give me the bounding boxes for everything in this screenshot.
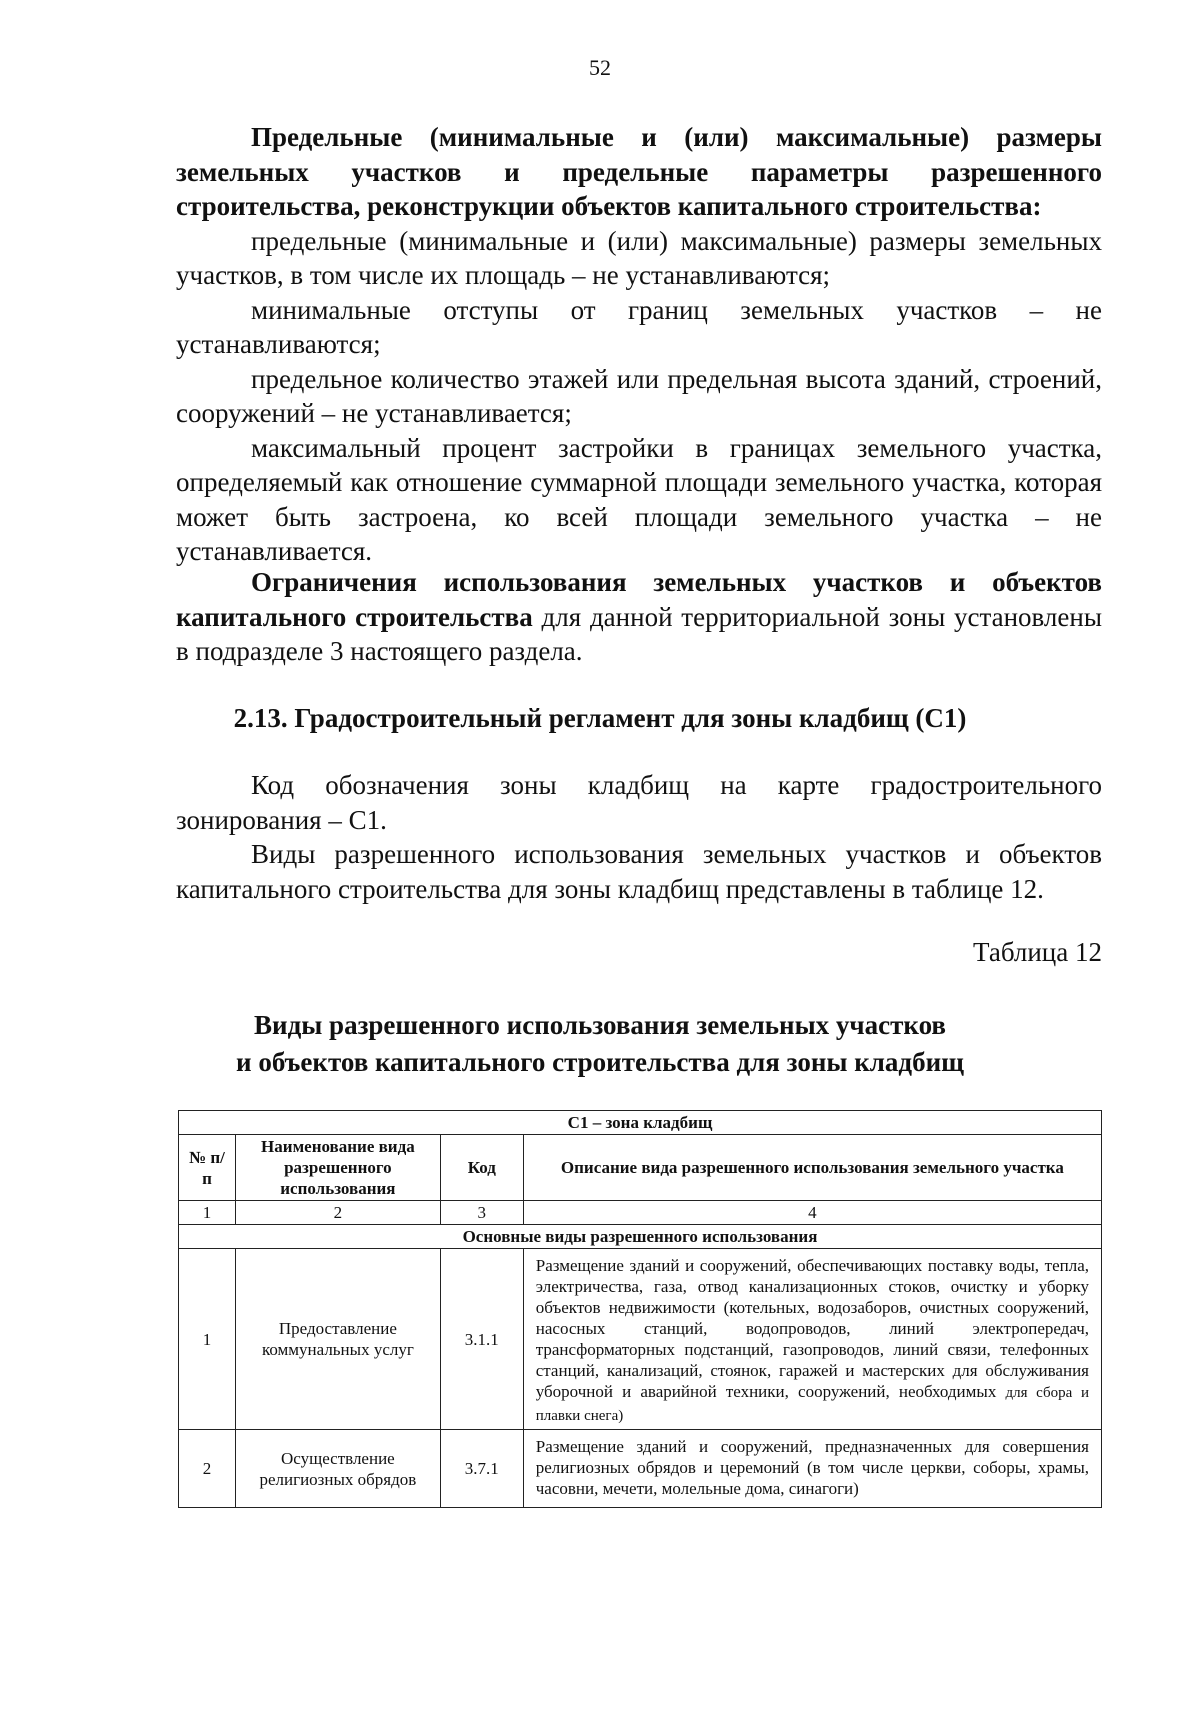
- table-title-line: Виды разрешенного использования земельных участков: [254, 1010, 946, 1040]
- limits-item: минимальные отступы от границ земельных участков – не устанавливаются;: [176, 294, 1102, 359]
- column-number-row: [179, 1201, 1102, 1225]
- table-row: [179, 1430, 1102, 1508]
- col-header-number: № п/п: [179, 1135, 236, 1201]
- row-description: [523, 1249, 1101, 1430]
- row-description-tail: для сбора и плавки снега): [535, 1385, 1089, 1424]
- limits-heading: Предельные (минимальные и (или) максимальные) размеры земельных участков и предельные параметры разрешенного строительства, реконструкции объектов капитального строительства:: [176, 122, 1102, 221]
- row-number: 2: [179, 1430, 236, 1508]
- limits-item: максимальный процент застройки в границах земельного участка, определяемый как отношение суммарной площади земельного участка, которая может быть застроена, ко всей площади земельного участка – не устанавливается.: [176, 432, 1102, 566]
- col-header-code: Код: [440, 1135, 523, 1201]
- land-use-table: [178, 1110, 1102, 1508]
- limits-item: предельные (минимальные и (или) максимальные) размеры земельных участков, в том числе их площадь – не устанавливаются;: [176, 225, 1102, 290]
- row-name: Осуществление религиозных обрядов: [235, 1430, 440, 1508]
- row-description: Размещение зданий и сооружений, предназначенных для совершения религиозных обрядов и церемоний (в том числе церкви, соборы, храмы, часовни, мечети, молельные дома, синагоги): [523, 1430, 1101, 1508]
- col-number: 2: [235, 1201, 440, 1225]
- restrictions-rest: для данной территориальной зоны установлены в подразделе 3 настоящего раздела.: [176, 601, 1102, 666]
- limits-block: [176, 120, 1102, 569]
- row-description-text: Размещение зданий и сооружений, обеспечивающих поставку воды, тепла, электричества, газа, отвод канализационных стоков, очистку и уборку объектов недвижимости (котельных, водозаборов, очистных сооружений, насосных станций, водопроводов, линий электропередач, трансформаторных подстанций, газопроводов, линий связи, телефонных станций, канализаций, стоянок, гаражей и мастерских для обслуживания уборочной и аварийной техники, сооружений, необходимых: [535, 1256, 1089, 1401]
- col-number: 3: [440, 1201, 523, 1225]
- group-header: Основные виды разрешенного использования: [179, 1225, 1102, 1249]
- restrictions-bold: Ограничения использования земельных участков и объектов капитального строительства: [176, 567, 1102, 632]
- table-reference: Таблица 12: [973, 937, 1102, 967]
- row-name: Предоставление коммунальных услуг: [235, 1249, 440, 1430]
- table-title-line: и объектов капитального строительства для зоны кладбищ: [236, 1047, 964, 1077]
- col-header-name: Наименование вида разрешенного использования: [235, 1135, 440, 1201]
- col-header-description: Описание вида разрешенного использования земельного участка: [523, 1135, 1101, 1201]
- column-header-row: [179, 1135, 1102, 1201]
- limits-item: предельное количество этажей или предельная высота зданий, строений, сооружений – не устанавливается;: [176, 363, 1102, 428]
- restrictions-paragraph: [176, 565, 1102, 669]
- row-number: 1: [179, 1249, 236, 1430]
- section-paragraph: Код обозначения зоны кладбищ на карте градостроительного зонирования – С1.: [176, 770, 1102, 835]
- row-code: 3.1.1: [440, 1249, 523, 1430]
- group-header-row: [179, 1225, 1102, 1249]
- page-number: 52: [589, 55, 611, 80]
- section-title: 2.13. Градостроительный регламент для зоны кладбищ (С1): [233, 703, 967, 733]
- table-row: [179, 1249, 1102, 1430]
- col-number: 4: [523, 1201, 1101, 1225]
- col-number: 1: [179, 1201, 236, 1225]
- table-title: [0, 1007, 1200, 1081]
- zone-header: С1 – зона кладбищ: [179, 1111, 1102, 1135]
- section-paragraph: Виды разрешенного использования земельных участков и объектов капитального строительства для зоны кладбищ представлены в таблице 12.: [176, 839, 1102, 904]
- zone-header-row: [179, 1111, 1102, 1135]
- section-body: [176, 768, 1102, 906]
- row-code: 3.7.1: [440, 1430, 523, 1508]
- restrictions-block: [176, 565, 1102, 669]
